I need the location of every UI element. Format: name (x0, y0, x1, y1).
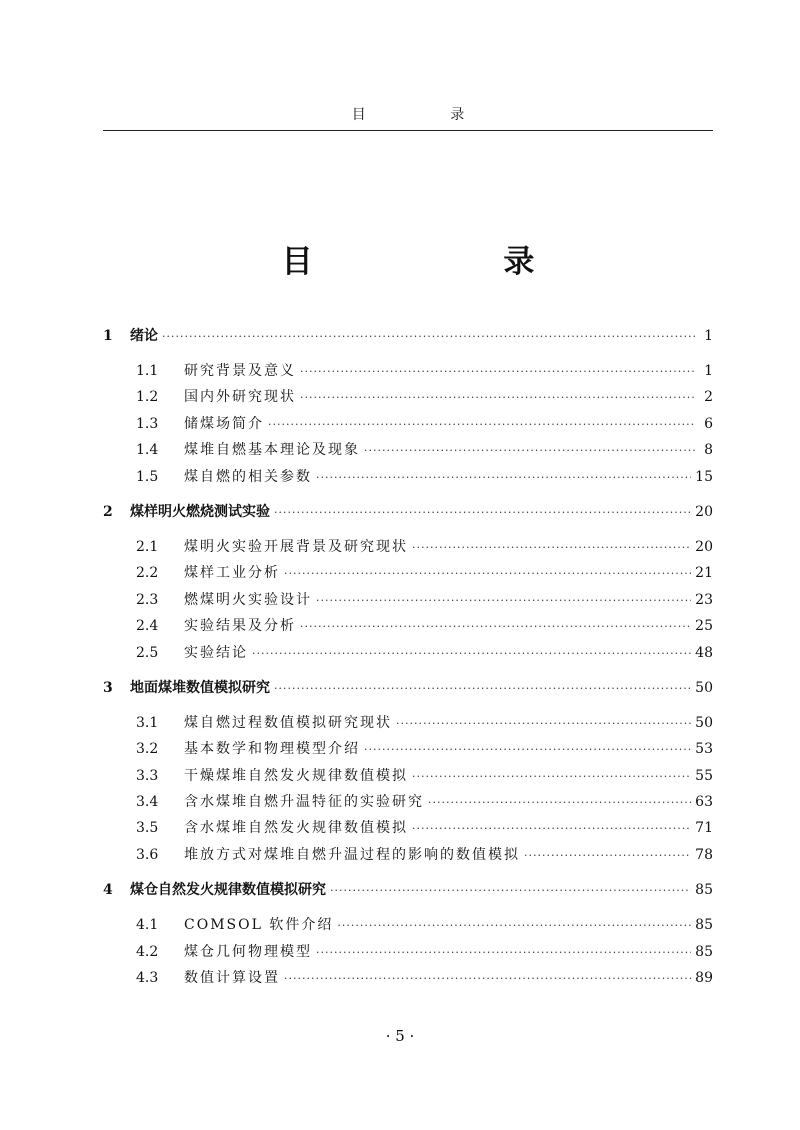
section-title: 煤自燃的相关参数 (184, 468, 312, 485)
dot-leader (364, 737, 691, 763)
section-title: 储煤场简介 (184, 415, 264, 432)
section-number: 4.2 (136, 943, 159, 960)
chapter-number: 1 (103, 328, 113, 344)
section-number: 3.5 (136, 820, 159, 837)
section-row[interactable] (103, 640, 713, 666)
section-title: 数值计算设置 (184, 970, 280, 987)
page-ref: 20 (695, 538, 713, 555)
section-title: 基本数学和物理模型介绍 (184, 741, 360, 758)
dot-leader (252, 641, 691, 667)
section-number: 2.5 (136, 644, 159, 661)
page-ref: 53 (695, 741, 713, 758)
section-number: 4.1 (136, 917, 159, 934)
page-ref: 21 (695, 565, 713, 582)
dot-leader (428, 790, 691, 816)
dot-leader (300, 359, 695, 385)
page-ref: 1 (704, 363, 713, 379)
section-title: 研究背景及意义 (184, 363, 296, 379)
page-ref: 2 (704, 389, 713, 406)
dot-leader (364, 438, 695, 464)
page-ref: 23 (695, 591, 713, 608)
section-title: 燃煤明火实验设计 (184, 591, 312, 608)
section-row[interactable] (103, 587, 713, 613)
chapter-number: 2 (103, 503, 113, 520)
chapter-row[interactable] (103, 498, 713, 526)
section-row[interactable] (103, 560, 713, 586)
chapter-1 (103, 322, 713, 490)
chapter-title: 煤样明火燃烧测试实验 (130, 503, 270, 520)
page-ref: 85 (695, 917, 713, 934)
section-number: 2.3 (136, 591, 159, 608)
dot-leader (268, 412, 695, 438)
header-rule (103, 130, 713, 131)
page-ref: 78 (695, 846, 713, 863)
page-ref: 25 (695, 618, 713, 635)
section-title: 实验结果及分析 (184, 618, 296, 635)
dot-leader (316, 588, 691, 614)
dot-leader (284, 561, 691, 587)
chapter-2 (103, 498, 713, 666)
section-number: 2.2 (136, 565, 159, 582)
dot-leader (274, 675, 691, 703)
section-title: 实验结论 (184, 644, 248, 661)
page-ref: 50 (695, 679, 713, 696)
section-title: 堆放方式对煤堆自燃升温过程的影响的数值模拟 (184, 846, 520, 863)
dot-leader (412, 535, 691, 561)
page-ref: 55 (695, 767, 713, 784)
section-number: 1.3 (136, 415, 159, 432)
page-ref: 85 (695, 943, 713, 960)
dot-leader (524, 843, 691, 869)
section-title: 煤堆自燃基本理论及现象 (184, 442, 360, 459)
page-ref: 1 (704, 328, 713, 344)
page-ref: 89 (695, 970, 713, 987)
section-row[interactable] (103, 411, 713, 437)
section-title: 煤自燃过程数值模拟研究现状 (184, 714, 392, 731)
section-number: 3.3 (136, 767, 159, 784)
section-row[interactable] (103, 384, 713, 410)
page-ref: 71 (695, 820, 713, 837)
section-row[interactable] (103, 789, 713, 815)
section-row[interactable] (103, 763, 713, 789)
page-ref: 63 (695, 794, 713, 811)
section-row[interactable] (103, 842, 713, 868)
section-row[interactable] (103, 736, 713, 762)
section-title: 含水煤堆自然发火规律数值模拟 (184, 820, 408, 837)
section-title: 煤明火实验开展背景及研究现状 (184, 538, 408, 555)
running-header: 目 录 (351, 107, 505, 123)
dot-leader (316, 465, 691, 491)
dot-leader (300, 385, 695, 411)
section-title: 煤仓几何物理模型 (184, 943, 312, 960)
section-row[interactable] (103, 613, 713, 639)
dot-leader (300, 614, 691, 640)
dot-leader (162, 323, 695, 351)
section-row[interactable] (103, 437, 713, 463)
section-number: 4.3 (136, 970, 159, 987)
section-row[interactable] (103, 534, 713, 560)
dot-leader (330, 877, 691, 905)
section-number: 1.2 (136, 389, 159, 406)
page-title: 目 录 (281, 244, 625, 280)
section-number: 3.6 (136, 846, 159, 863)
section-number: 3.1 (136, 714, 159, 731)
chapter-row[interactable] (103, 876, 713, 904)
section-number: 1.4 (136, 442, 159, 459)
page-ref: 48 (695, 644, 713, 661)
chapter-row[interactable] (103, 674, 713, 702)
chapter-title: 煤仓自然发火规律数值模拟研究 (130, 882, 326, 899)
page-ref: 8 (704, 442, 713, 459)
section-number: 1.5 (136, 468, 159, 485)
chapter-title: 地面煤堆数值模拟研究 (130, 679, 270, 696)
section-title: 国内外研究现状 (184, 389, 296, 406)
section-title: 煤样工业分析 (184, 565, 280, 582)
section-row[interactable] (103, 965, 713, 991)
chapter-title: 绪论 (130, 328, 158, 344)
page-ref: 6 (704, 415, 713, 432)
section-row[interactable] (103, 358, 713, 384)
dot-leader (316, 940, 691, 966)
section-title: 干燥煤堆自然发火规律数值模拟 (184, 767, 408, 784)
chapter-number: 3 (103, 679, 113, 696)
section-number: 2.1 (136, 538, 159, 555)
dot-leader (412, 764, 691, 790)
section-row[interactable] (103, 464, 713, 490)
section-row[interactable] (103, 815, 713, 841)
chapter-4 (103, 876, 713, 991)
chapter-row[interactable] (103, 322, 713, 350)
dot-leader (412, 816, 691, 842)
page-ref: 15 (695, 468, 713, 485)
page-ref: 50 (695, 714, 713, 731)
dot-leader (284, 966, 691, 992)
dot-leader (274, 499, 691, 527)
dot-leader (396, 711, 691, 737)
section-number: 1.1 (136, 363, 159, 379)
page-number: · 5 · (385, 1027, 415, 1045)
chapter-3 (103, 674, 713, 868)
section-row[interactable] (103, 710, 713, 736)
page-ref: 85 (695, 882, 713, 899)
chapter-number: 4 (103, 882, 113, 899)
section-title: COMSOL 软件介绍 (184, 917, 334, 934)
section-row[interactable] (103, 912, 713, 938)
section-title: 含水煤堆自燃升温特征的实验研究 (184, 794, 424, 811)
section-number: 3.4 (136, 794, 159, 811)
section-number: 2.4 (136, 618, 159, 635)
table-of-contents (103, 322, 713, 999)
section-number: 3.2 (136, 741, 159, 758)
page-ref: 20 (695, 503, 713, 520)
section-row[interactable] (103, 939, 713, 965)
dot-leader (337, 913, 691, 939)
